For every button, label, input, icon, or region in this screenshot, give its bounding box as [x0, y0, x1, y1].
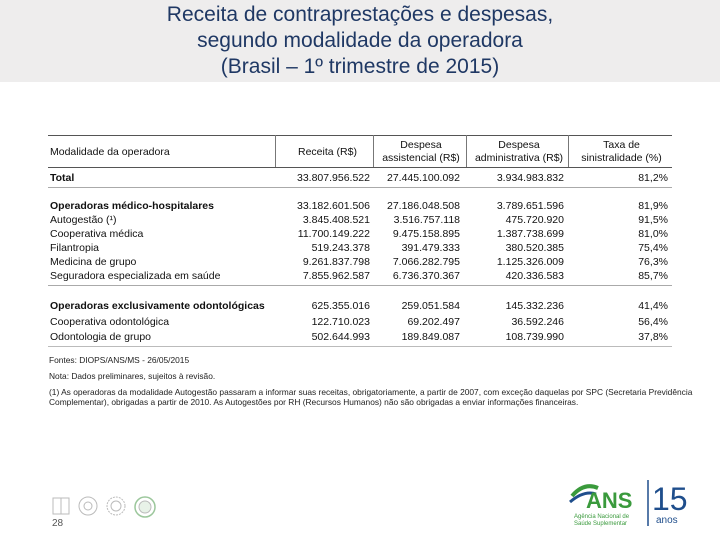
col-separator	[466, 135, 467, 167]
row-taxa: 81,2%	[638, 172, 668, 184]
header-taxa-sinistralidade	[571, 139, 672, 165]
col-separator	[275, 135, 276, 167]
row-receita: 3.845.408.521	[302, 214, 370, 226]
row-taxa: 37,8%	[638, 331, 668, 343]
row-label: Operadoras médico-hospitalares	[50, 200, 214, 212]
header-despesa-administrativa	[469, 139, 569, 165]
row-receita: 9.261.837.798	[302, 256, 370, 268]
row-receita: 7.855.962.587	[302, 270, 370, 282]
header-receita: Receita (R$)	[298, 146, 357, 158]
row-label: Operadoras exclusivamente odontológicas	[50, 300, 265, 312]
building-seal-icon	[50, 494, 72, 518]
ans-15-anos-logo	[566, 476, 696, 532]
header-despesa-assistencial-line2: assistencial (R$)	[382, 152, 460, 164]
logo-15-text: 15	[652, 481, 688, 517]
row-despesa-administrativa: 420.336.583	[505, 270, 564, 282]
row-label: Total	[50, 172, 75, 184]
logo-subtitle-line2: Saúde Suplementar	[574, 521, 628, 527]
header-taxa-line1: Taxa de	[603, 139, 640, 151]
row-taxa: 75,4%	[638, 242, 668, 254]
header-taxa-line2: sinistralidade (%)	[581, 152, 662, 164]
row-label: Autogestão (¹)	[50, 214, 117, 226]
row-label: Cooperativa médica	[50, 228, 144, 240]
note-preliminares: Nota: Dados preliminares, sujeitos à revisão.	[49, 371, 216, 381]
row-despesa-assistencial: 27.186.048.508	[387, 200, 460, 212]
page-title	[0, 2, 720, 80]
row-rule	[48, 187, 672, 188]
row-despesa-administrativa: 1.125.326.009	[496, 256, 564, 268]
row-despesa-administrativa: 1.387.738.699	[496, 228, 564, 240]
header-despesa-administrativa-line2: administrativa (R$)	[474, 152, 564, 164]
row-despesa-administrativa: 108.739.990	[505, 331, 564, 343]
row-label: Medicina de grupo	[50, 256, 137, 268]
logo-ans-text: ANS	[586, 488, 633, 513]
row-receita: 11.700.149.222	[297, 228, 370, 240]
row-label: Filantropia	[50, 242, 100, 254]
title-line-3: (Brasil – 1º trimestre de 2015)	[220, 55, 500, 78]
logo-subtitle-line1: Agência Nacional de	[574, 514, 630, 520]
row-receita: 33.807.956.522	[297, 172, 370, 184]
green-seal-icon	[132, 494, 158, 520]
row-despesa-administrativa: 380.520.385	[505, 242, 564, 254]
page-number: 28	[52, 518, 64, 529]
title-line-1: Receita de contraprestações e despesas,	[166, 3, 554, 26]
row-receita: 625.355.016	[311, 300, 370, 312]
row-despesa-assistencial: 3.516.757.118	[393, 214, 460, 226]
note-autogestao: (1) As operadoras da modalidade Autogestão passaram a informar suas receitas, obrigatoriamente, a partir de 2007, com exceção daquelas por SPC (Secretaria Previdência Complementar), obrigadas a partir de 2010. As Autogestões por RH (Recursos Humanos) não são obrigadas a enviar informações financeiras.	[49, 387, 693, 407]
row-despesa-assistencial: 7.066.282.795	[392, 256, 460, 268]
row-despesa-assistencial: 259.051.584	[401, 300, 460, 312]
table-bottom-rule	[48, 346, 672, 347]
title-line-2: segundo modalidade da operadora	[197, 29, 523, 52]
row-despesa-administrativa: 475.720.920	[505, 214, 564, 226]
row-taxa: 81,0%	[638, 228, 668, 240]
row-label: Seguradora especializada em saúde	[50, 270, 221, 282]
header-despesa-administrativa-line1: Despesa	[498, 139, 540, 151]
row-despesa-assistencial: 9.475.158.895	[392, 228, 460, 240]
row-despesa-administrativa: 3.934.983.832	[496, 172, 564, 184]
round-seal-icon	[76, 494, 100, 518]
header-bottom-rule	[48, 167, 672, 168]
header-despesa-assistencial	[376, 139, 466, 165]
row-taxa: 41,4%	[638, 300, 668, 312]
header-modalidade: Modalidade da operadora	[50, 146, 170, 158]
row-receita: 519.243.378	[311, 242, 370, 254]
logo-anos-text: anos	[656, 515, 678, 526]
row-despesa-administrativa: 36.592.246	[511, 316, 564, 328]
row-receita: 502.644.993	[311, 331, 370, 343]
row-receita: 33.182.601.506	[297, 200, 370, 212]
row-label: Odontologia de grupo	[50, 331, 151, 343]
row-despesa-administrativa: 145.332.236	[505, 300, 564, 312]
row-taxa: 85,7%	[638, 270, 668, 282]
row-receita: 122.710.023	[311, 316, 370, 328]
row-taxa: 91,5%	[638, 214, 668, 226]
row-taxa: 81,9%	[638, 200, 668, 212]
table-top-rule	[48, 135, 672, 136]
row-taxa: 76,3%	[638, 256, 668, 268]
row-despesa-assistencial: 391.479.333	[401, 242, 460, 254]
row-despesa-assistencial: 6.736.370.367	[392, 270, 460, 282]
table-notes	[49, 355, 699, 413]
col-separator	[373, 135, 374, 167]
quality-seal-icon	[104, 494, 128, 518]
row-despesa-assistencial: 69.202.497	[407, 316, 460, 328]
row-taxa: 56,4%	[638, 316, 668, 328]
row-label: Cooperativa odontológica	[50, 316, 170, 328]
row-rule	[48, 285, 672, 286]
row-despesa-assistencial: 189.849.087	[401, 331, 460, 343]
header-despesa-assistencial-line1: Despesa	[400, 139, 442, 151]
row-despesa-assistencial: 27.445.100.092	[387, 172, 460, 184]
note-fonte: Fontes: DIOPS/ANS/MS - 26/05/2015	[49, 355, 190, 365]
row-despesa-administrativa: 3.789.651.596	[496, 200, 564, 212]
